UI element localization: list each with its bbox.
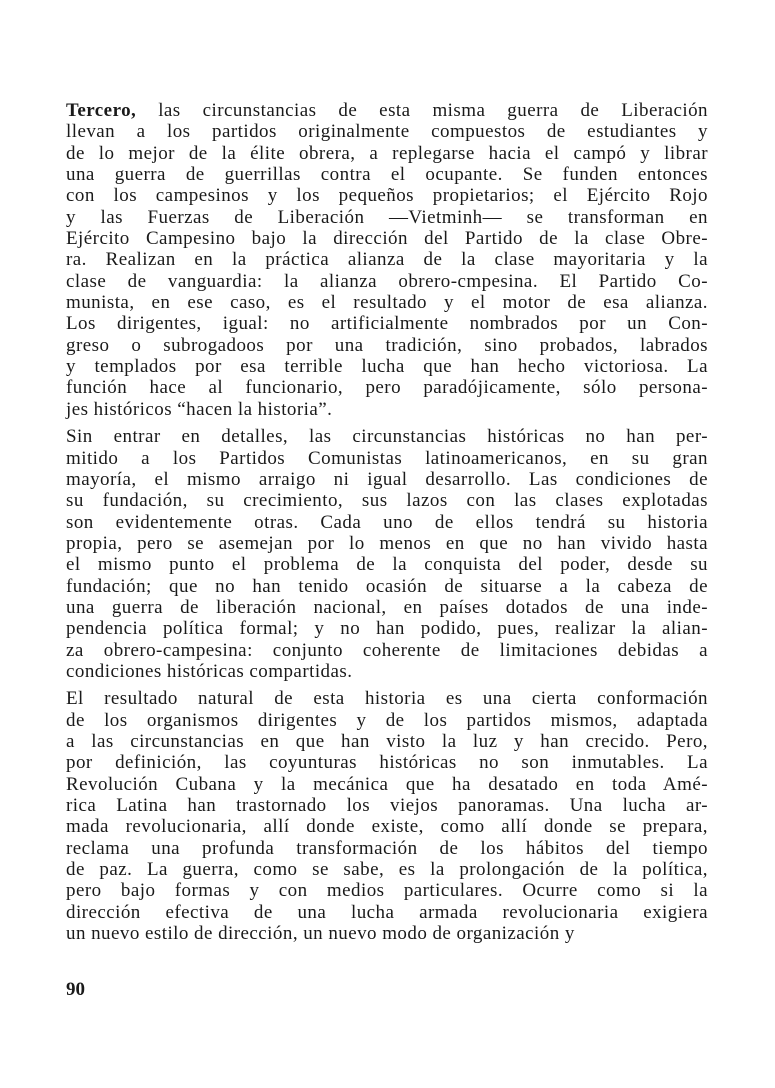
text-line: mayoría, el mismo arraigo ni igual desarrollo. Las condiciones de (66, 468, 708, 490)
text-line: Revolución Cubana y la mecánica que ha desatado en toda Amé- (66, 773, 708, 795)
paragraph (66, 426, 708, 682)
text-line: jes históricos “hacen la historia”. (66, 398, 333, 420)
text-line: rica Latina han trastornado los viejos panoramas. Una lucha ar- (66, 795, 708, 816)
lead-word: Tercero, (66, 100, 137, 121)
text-line: llevan a los partidos originalmente compuestos de estudiantes y (66, 121, 708, 143)
text-line: mitido a los Partidos Comunistas latinoamericanos, en su gran (66, 447, 708, 469)
text-line: fundación; que no han tenido ocasión de situarse a la cabeza de (66, 575, 708, 597)
text-line: por definición, las coyunturas históricas no son inmutables. La (66, 752, 708, 774)
text-line: a las circunstancias en que han visto la luz y han crecido. Pero, (66, 730, 708, 752)
page-number: 90 (66, 979, 85, 1000)
text-line: función hace al funcionario, pero paradójicamente, sólo persona- (66, 377, 708, 399)
text-line: Sin entrar en detalles, las circunstancias históricas no han per- (66, 426, 708, 448)
text-line: una guerra de guerrillas contra el ocupante. Se funden entonces (66, 164, 708, 186)
text-line: con los campesinos y los pequeños propietarios; el Ejército Rojo (66, 185, 708, 207)
text-line: su fundación, su crecimiento, sus lazos con las clases explotadas (66, 490, 708, 512)
paragraph (66, 688, 708, 944)
body-text (66, 100, 708, 944)
text-line: Los dirigentes, igual: no artificialmente nombrados por un Con- (66, 313, 708, 335)
text-line: y las Fuerzas de Liberación —Vietminh— se transforman en (66, 206, 708, 228)
text-line: pendencia política formal; y no han podido, pues, realizar la alian- (66, 618, 708, 640)
text-line: de lo mejor de la élite obrera, a replegarse hacia el campó y librar (66, 142, 708, 164)
text-line: Ejército Campesino bajo la dirección del Partido de la clase Obre- (66, 228, 708, 250)
text-line: dirección efectiva de una lucha armada revolucionaria exigiera (66, 901, 708, 923)
text-line: de paz. La guerra, como se sabe, es la prolongación de la política, (66, 859, 708, 881)
text-line: reclama una profunda transformación de los hábitos del tiempo (66, 837, 708, 859)
text-line: munista, en ese caso, es el resultado y el motor de esa alianza. (66, 292, 708, 314)
paragraph (66, 100, 708, 420)
text-line: un nuevo estilo de dirección, un nuevo modo de organización y (66, 923, 575, 945)
text-line: una guerra de liberación nacional, en países dotados de una inde- (66, 596, 708, 618)
text-line: propia, pero se asemejan por lo menos en que no han vivido hasta (66, 532, 708, 554)
text-line: son evidentemente otras. Cada uno de ellos tendrá su historia (66, 511, 708, 533)
text-line: El resultado natural de esta historia es una cierta conformación (66, 688, 708, 710)
line-text: las circunstancias de esta misma guerra de Liberación (136, 100, 708, 121)
text-line: greso o subrogadoos por una tradición, sino probados, labrados (66, 334, 708, 356)
text-line: ra. Realizan en la práctica alianza de la clase mayoritaria y la (66, 249, 708, 271)
text-line: za obrero-campesina: conjunto coherente de limitaciones debidas a (66, 639, 708, 661)
text-line (66, 100, 708, 121)
text-line: clase de vanguardia: la alianza obrero-cmpesina. El Partido Co- (66, 270, 708, 292)
text-line: pero bajo formas y con medios particulares. Ocurre como si la (66, 880, 708, 902)
text-line: mada revolucionaria, allí donde existe, como allí donde se prepara, (66, 816, 708, 838)
text-line: condiciones históricas compartidas. (66, 660, 353, 682)
text-line: de los organismos dirigentes y de los partidos mismos, adaptada (66, 709, 708, 731)
text-line: y templados por esa terrible lucha que han hecho victoriosa. La (66, 356, 708, 378)
text-line: el mismo punto el problema de la conquista del poder, desde su (66, 554, 708, 576)
